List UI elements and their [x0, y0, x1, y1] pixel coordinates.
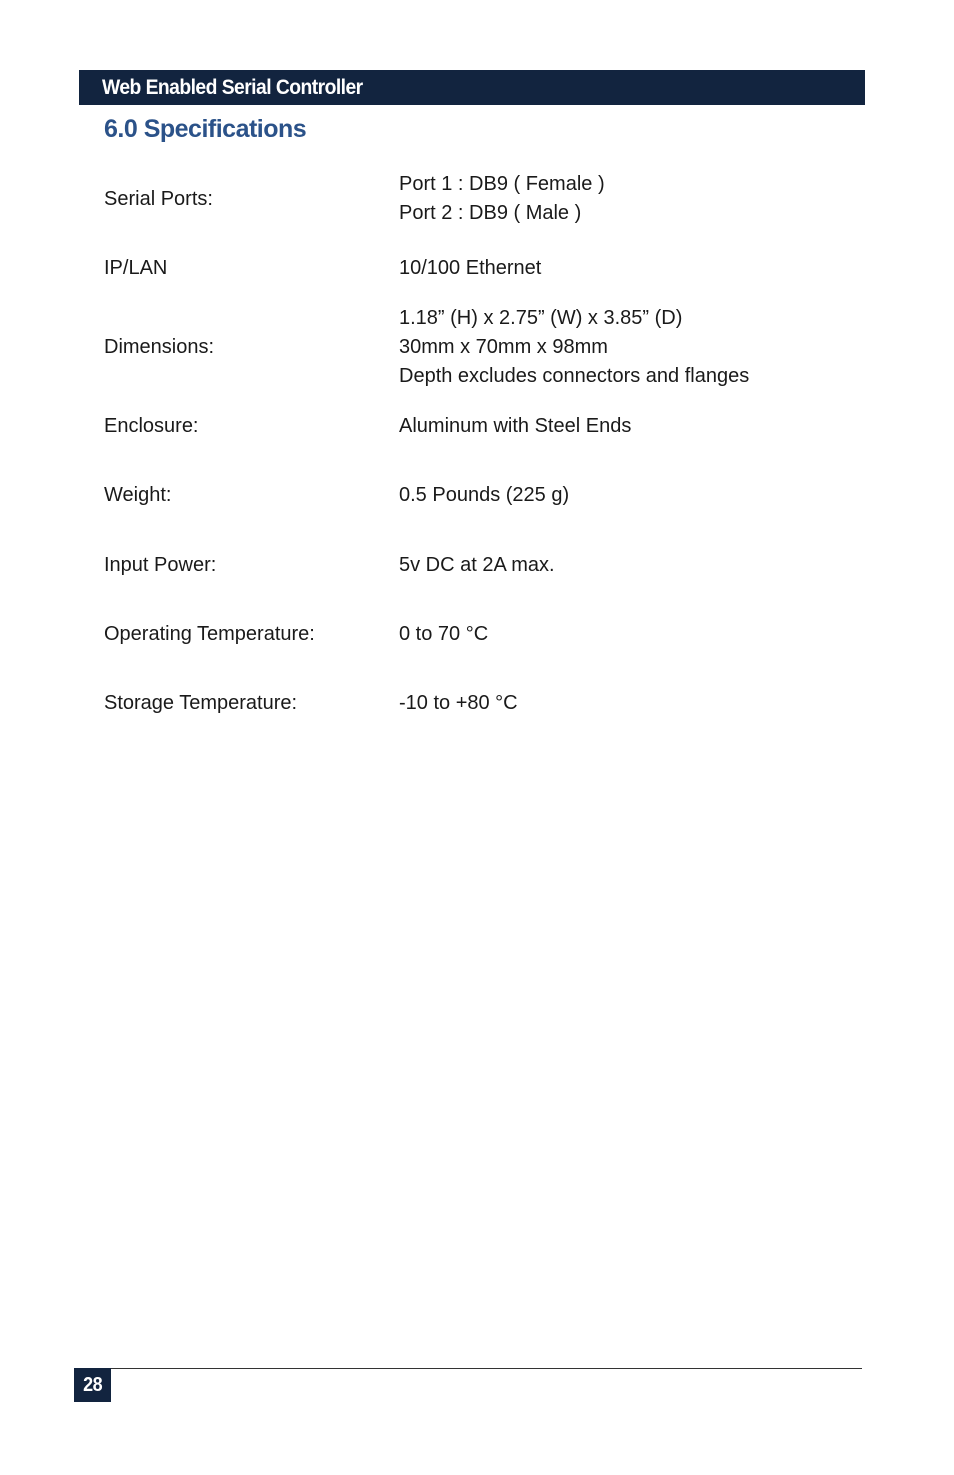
spec-value-weight — [399, 481, 569, 510]
spec-label-input-power: Input Power: — [104, 554, 217, 576]
spec-value-line: 30mm x 70mm x 98mm — [399, 336, 608, 358]
spec-value-dimensions — [399, 304, 749, 391]
spec-value-ip-lan — [399, 254, 541, 283]
section-title: 6.0 Specifications — [104, 115, 307, 143]
spec-value-storage-temperature — [399, 689, 518, 718]
spec-label-weight: Weight: — [104, 484, 172, 506]
spec-value-line: 10/100 Ethernet — [399, 257, 542, 279]
document-title: Web Enabled Serial Controller — [102, 75, 363, 99]
spec-value-serial-ports — [399, 170, 605, 228]
spec-label-enclosure: Enclosure: — [104, 415, 199, 437]
page-number: 28 — [82, 1373, 103, 1396]
spec-value-line: Port 1 : DB9 ( Female ) — [399, 173, 605, 195]
spec-value-line: -10 to +80 °C — [399, 692, 518, 714]
spec-value-operating-temperature — [399, 620, 488, 649]
spec-label-storage-temperature: Storage Temperature: — [104, 692, 298, 714]
spec-value-line: 0 to 70 °C — [399, 623, 489, 645]
spec-value-line: Aluminum with Steel Ends — [399, 415, 632, 437]
spec-value-line: 1.18” (H) x 2.75” (W) x 3.85” (D) — [399, 307, 683, 329]
header-bar — [79, 70, 865, 105]
spec-label-serial-ports: Serial Ports: — [104, 188, 213, 210]
spec-label-ip-lan: IP/LAN — [104, 257, 168, 279]
spec-value-line: 0.5 Pounds (225 g) — [399, 484, 570, 506]
spec-value-line: Depth excludes connectors and flanges — [399, 365, 750, 387]
spec-label-dimensions: Dimensions: — [104, 336, 215, 358]
spec-value-enclosure — [399, 412, 631, 441]
footer-divider — [110, 1368, 862, 1369]
page-number-badge — [74, 1368, 111, 1402]
spec-label-operating-temperature: Operating Temperature: — [104, 623, 315, 645]
spec-value-line: 5v DC at 2A max. — [399, 554, 555, 576]
spec-value-input-power — [399, 551, 555, 580]
spec-value-line: Port 2 : DB9 ( Male ) — [399, 202, 582, 224]
